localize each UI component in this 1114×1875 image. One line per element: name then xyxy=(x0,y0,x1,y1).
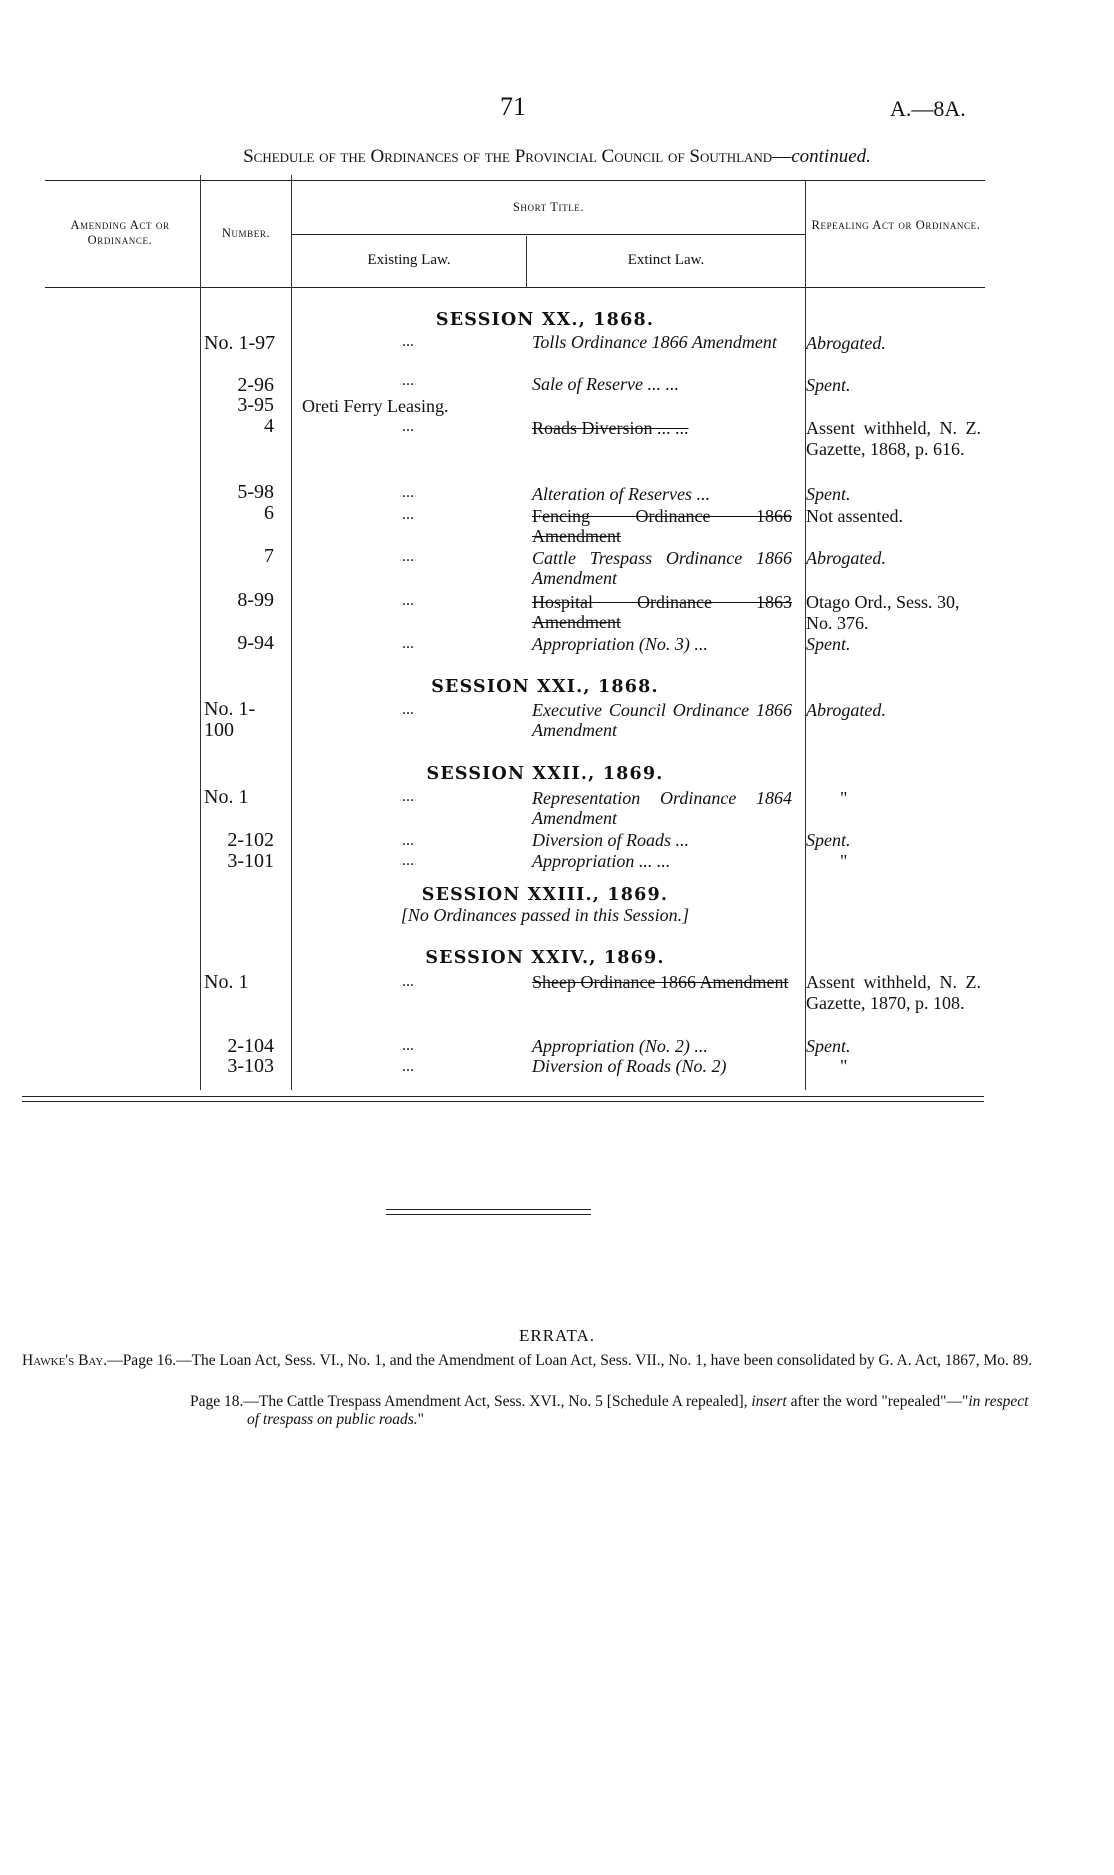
row-number: 3-95 xyxy=(237,394,274,416)
header-bottom-rule xyxy=(45,287,985,288)
errata-entry-text: Page 18.—The Cattle Trespass Amendment Act, Sess. XVI., No. 5 [Schedule A repealed], xyxy=(190,1393,748,1410)
existing-placeholder: ... xyxy=(402,832,414,849)
errata-insert: insert xyxy=(751,1393,787,1410)
existing-placeholder: ... xyxy=(402,973,414,990)
row-number: No. 1 xyxy=(204,786,249,808)
existing-placeholder: ... xyxy=(402,548,414,565)
row-number: 3-103 xyxy=(227,1055,274,1077)
separator-rule-1 xyxy=(386,1209,591,1210)
repeal-status: Not assented. xyxy=(806,506,903,526)
row-number: 4 xyxy=(264,415,274,437)
row-number: No. 1-97 xyxy=(204,332,276,354)
repeal-status: Abrogated. xyxy=(806,700,886,720)
row-number: 2-96 xyxy=(237,374,274,396)
session-heading: SESSION XXIV., 1869. xyxy=(425,948,665,968)
extinct-title: Sale of Reserve ... ... xyxy=(532,374,679,394)
errata-entry-text: —Page 16.—The Loan Act, Sess. VI., No. 1, and the Amendment of Loan Act, Sess. VII., No. 1, have been consolidated by G. A. Act, 1867, Mo. 89. xyxy=(107,1352,1033,1369)
row-number: No. 1 xyxy=(204,971,249,993)
row-number: 3-101 xyxy=(227,850,274,872)
extinct-text: Sheep Ordinance 1866 Amendment xyxy=(532,972,789,992)
repeal-status: " xyxy=(840,1056,848,1076)
existing-placeholder: ... xyxy=(402,592,414,609)
header-repealing: Repealing Act or Ordinance. xyxy=(811,218,981,232)
existing-placeholder: ... xyxy=(402,1037,414,1054)
errata-title: ERRATA. xyxy=(518,1326,595,1345)
errata-quote: in respect of trespass on public roads. xyxy=(247,1393,1029,1428)
extinct-title: Representation Ordinance 1864 Amendment xyxy=(532,788,792,828)
row-number: 2-104 xyxy=(227,1035,274,1057)
existing-placeholder: ... xyxy=(402,635,414,652)
header-existing: Existing Law. xyxy=(367,252,451,268)
repeal-note: Assent withheld, N. Z. Gazette, 1868, p. 616. xyxy=(806,418,981,459)
existing-title: Oreti Ferry Leasing. xyxy=(302,396,449,416)
existing-placeholder: ... xyxy=(402,333,414,350)
existing-placeholder: ... xyxy=(402,852,414,869)
document-reference: A.—8A. xyxy=(890,96,966,121)
repeal-status xyxy=(806,418,981,460)
row-number: No. 1-100 xyxy=(204,698,256,741)
repeal-status: Spent. xyxy=(806,484,851,504)
repeal-status: Abrogated. xyxy=(806,333,886,353)
session-heading: SESSION XXIII., 1869. xyxy=(421,885,669,905)
repeal-status: " xyxy=(840,788,848,808)
header-extinct: Extinct Law. xyxy=(627,252,705,268)
row-number: 5-98 xyxy=(237,481,274,503)
extinct-title: Cattle Trespass Ordinance 1866 Amendment xyxy=(532,548,792,588)
page-number: 71 xyxy=(500,92,526,121)
extinct-title: Diversion of Roads ... xyxy=(532,830,689,850)
row-number: 6 xyxy=(264,502,274,524)
caption-main: Schedule of the Ordinances of the Provincial Council of Southland— xyxy=(243,146,792,167)
extinct-title-struck xyxy=(532,592,792,632)
caption-continued: continued. xyxy=(791,146,871,167)
existing-placeholder: ... xyxy=(402,372,414,389)
errata-end: " xyxy=(417,1411,424,1428)
existing-placeholder: ... xyxy=(402,788,414,805)
extinct-title: Alteration of Reserves ... xyxy=(532,484,710,504)
repeal-status: Otago Ord., Sess. 30, No. 376. xyxy=(806,592,960,633)
existing-placeholder: ... xyxy=(402,506,414,523)
extinct-text: Hospital Ordinance 1863 Amendment xyxy=(532,592,792,632)
extinct-text: Fencing Ordinance 1866 Amendment xyxy=(532,506,792,546)
errata-entry-hawkes-bay xyxy=(22,1352,1114,1370)
session-heading: SESSION XXI., 1868. xyxy=(431,677,659,697)
existing-placeholder: ... xyxy=(402,418,414,435)
extinct-title-struck xyxy=(532,972,792,992)
extinct-text: Roads Diversion ... ... xyxy=(532,418,689,438)
errata-after: after the word "repealed"—" xyxy=(786,1393,969,1410)
extinct-title: Appropriation (No. 3) ... xyxy=(532,634,708,654)
repeal-status: Spent. xyxy=(806,375,851,395)
separator-rule-2 xyxy=(386,1214,591,1215)
existing-placeholder: ... xyxy=(402,484,414,501)
repeal-status: Spent. xyxy=(806,830,851,850)
session-heading: SESSION XXII., 1869. xyxy=(426,764,664,784)
session-note: [No Ordinances passed in this Session.] xyxy=(400,905,690,925)
schedule-caption xyxy=(0,146,1114,168)
table-top-rule xyxy=(45,180,985,181)
extinct-title: Tolls Ordinance 1866 Amendment xyxy=(532,332,777,352)
short-title-rule xyxy=(292,234,805,235)
extinct-title: Executive Council Ordinance 1866 Amendment xyxy=(532,700,792,740)
table-bottom-rule-1 xyxy=(22,1096,984,1097)
repeal-status: Spent. xyxy=(806,634,851,654)
extinct-title: Appropriation (No. 2) ... xyxy=(532,1036,708,1056)
repeal-status: Spent. xyxy=(806,1036,851,1056)
repeal-status: " xyxy=(840,851,848,871)
existing-placeholder: ... xyxy=(402,701,414,718)
row-number: 2-102 xyxy=(227,829,274,851)
table-bottom-rule-2 xyxy=(22,1101,984,1102)
repeal-status: Assent withheld, N. Z. Gazette, 1870, p. 108. xyxy=(806,972,981,1013)
row-number: 8-99 xyxy=(237,589,274,611)
errata-province: Hawke's Bay. xyxy=(22,1352,108,1369)
errata-entry-page18 xyxy=(190,1393,1039,1429)
header-number: Number. xyxy=(221,226,271,240)
extinct-title: Diversion of Roads (No. 2) xyxy=(532,1056,727,1076)
extinct-title-struck xyxy=(532,418,792,438)
extinct-title-struck xyxy=(532,506,792,546)
row-number: 7 xyxy=(264,545,274,567)
header-amending: Amending Act or Ordinance. xyxy=(70,218,170,247)
row-number: 9-94 xyxy=(237,632,274,654)
extinct-title: Appropriation ... ... xyxy=(532,851,671,871)
header-short-title: Short Title. xyxy=(512,200,585,214)
existing-placeholder: ... xyxy=(402,1058,414,1075)
repeal-status: Abrogated. xyxy=(806,548,886,568)
session-heading: SESSION XX., 1868. xyxy=(435,310,655,330)
